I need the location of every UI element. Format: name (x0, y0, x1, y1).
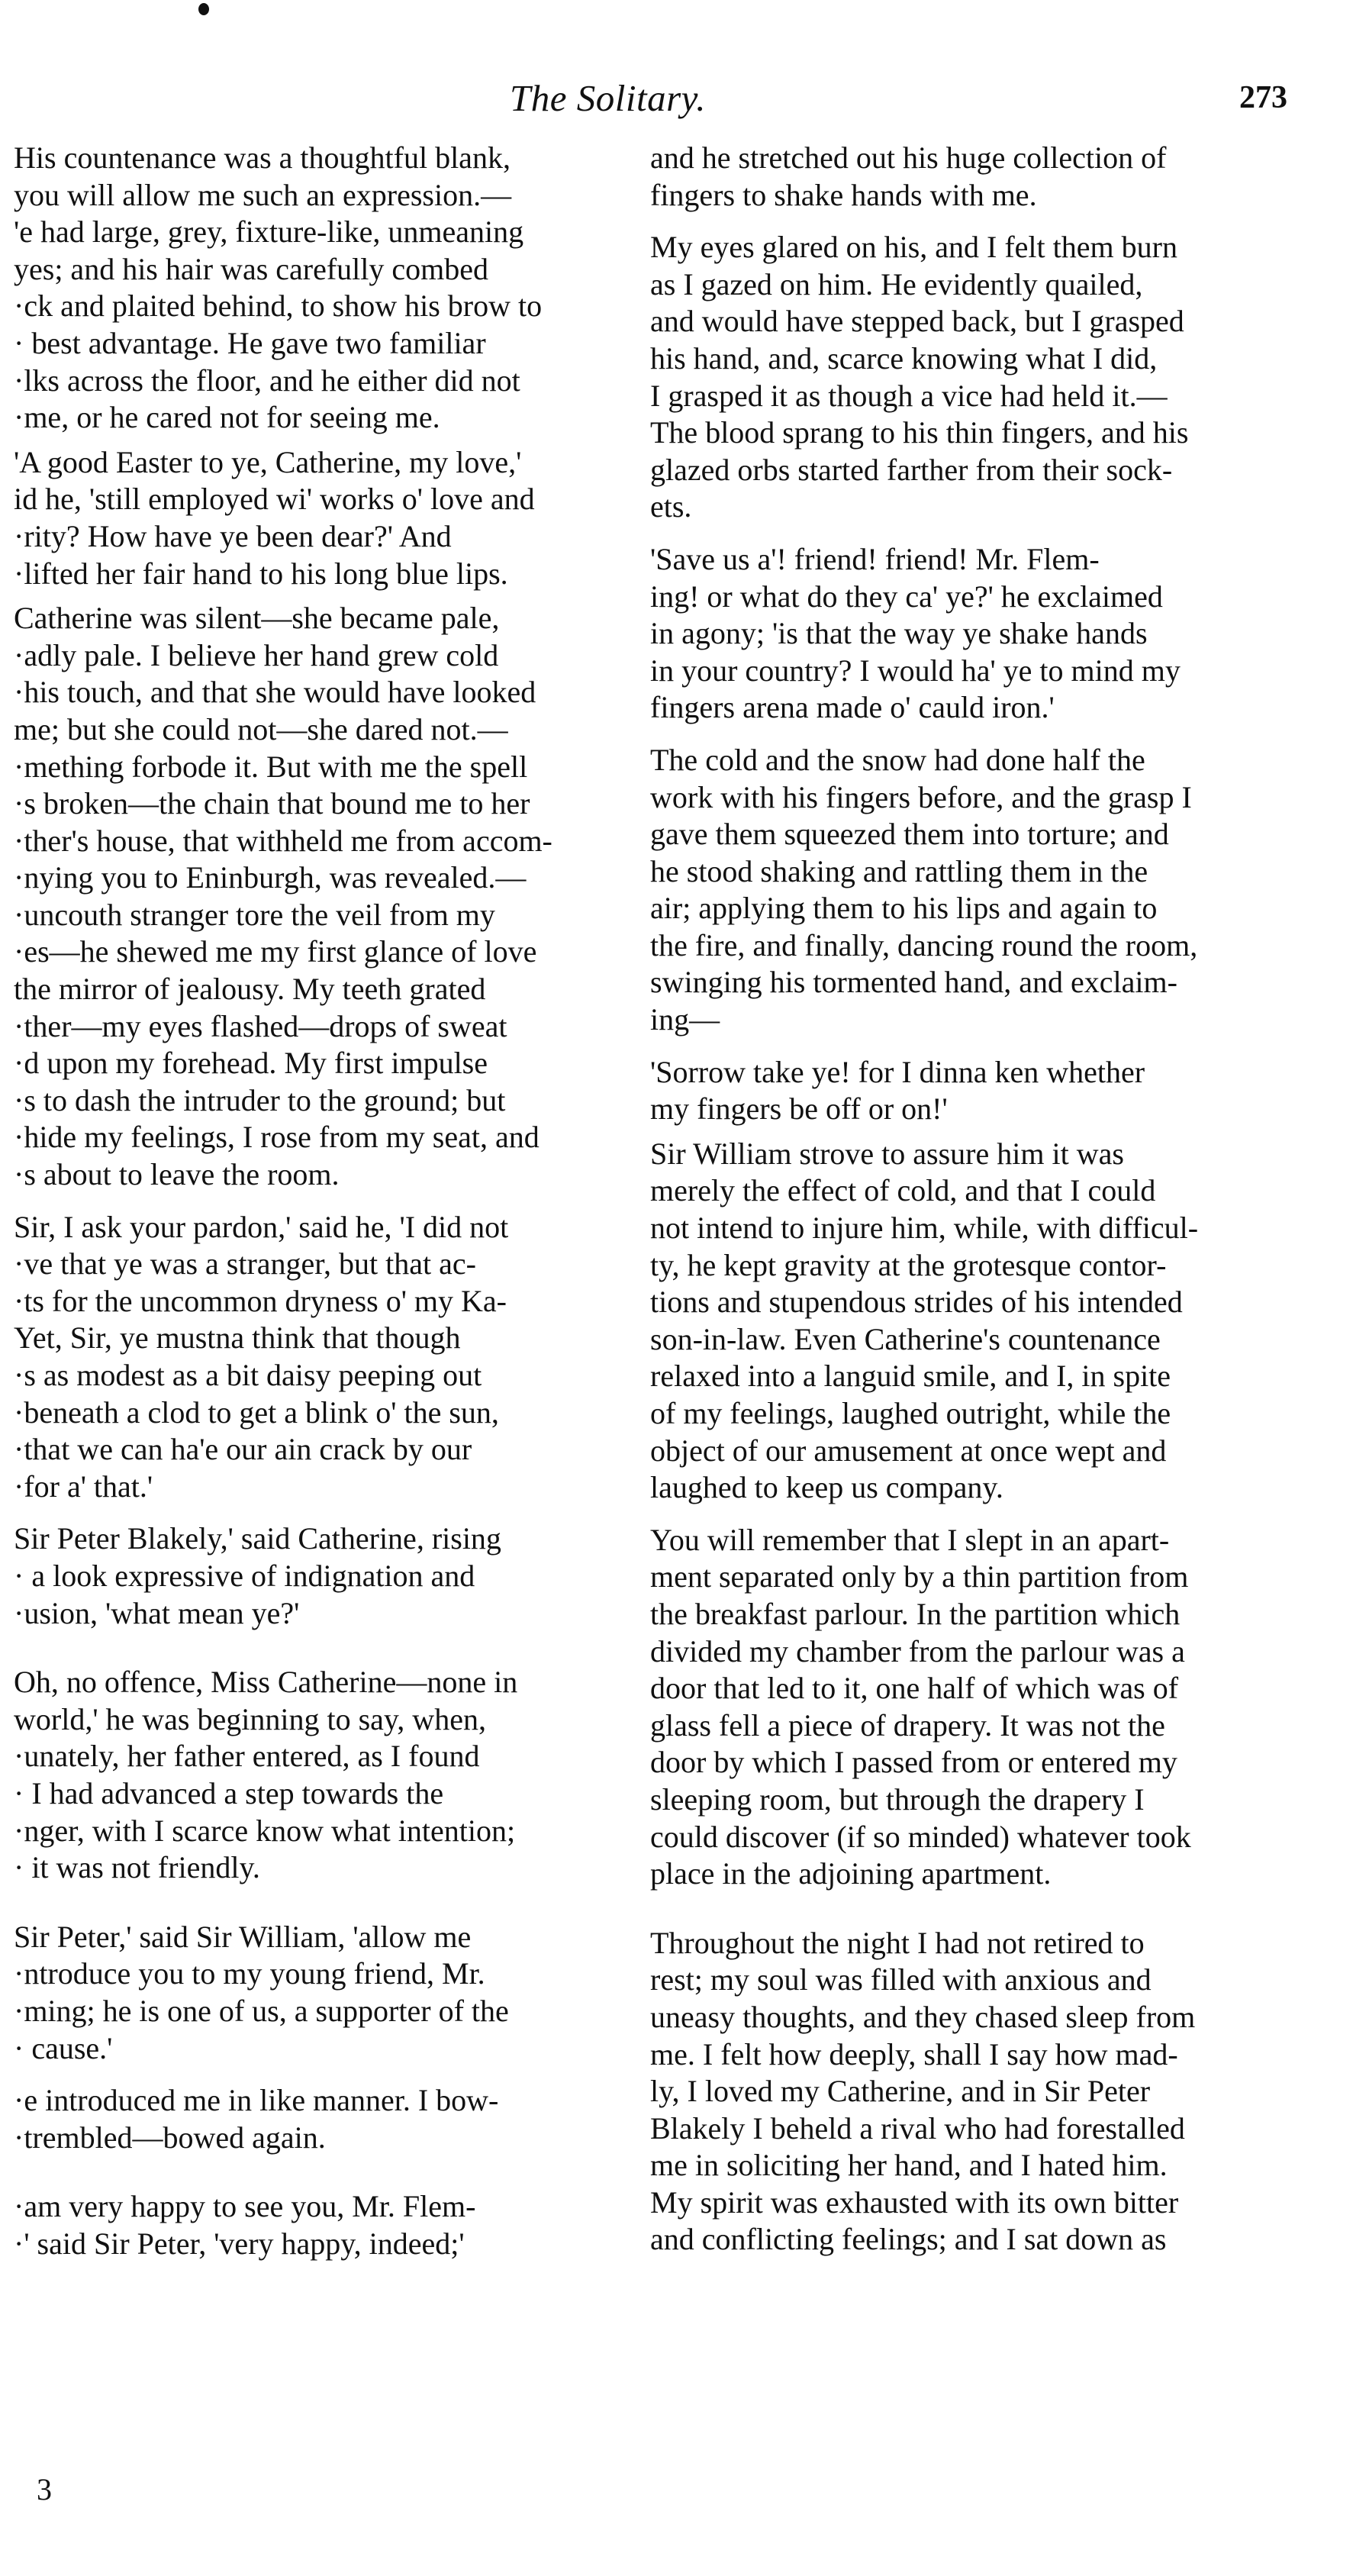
text-line: ·ntroduce you to my young friend, Mr. (14, 1956, 485, 1991)
text-line: and conflicting feelings; and I sat down as (650, 2222, 1167, 2257)
text-line: ty, he kept gravity at the grotesque contor- (650, 1247, 1167, 1282)
text-line: I grasped it as though a vice had held it.— (650, 378, 1168, 413)
paragraph-gap (650, 1893, 1316, 1925)
text-line: glazed orbs started farther from their sock- (650, 452, 1173, 487)
text-line: and would have stepped back, but I grasped (650, 304, 1184, 339)
text-line: world,' he was beginning to say, when, (14, 1701, 486, 1736)
text-line: door that led to it, one half of which was of (650, 1671, 1179, 1706)
text-line: · a look expressive of indignation and (14, 1558, 475, 1593)
paragraph-gap (14, 592, 641, 600)
text-line: ·ck and plaited behind, to show his brow to (14, 289, 543, 324)
paragraph-gap (14, 1632, 641, 1664)
text-line: relaxed into a languid smile, and I, in spite (650, 1359, 1171, 1394)
text-line: me; but she could not—she dared not.— (14, 711, 508, 746)
paragraph-gap (14, 2067, 641, 2082)
paragraph (14, 1209, 641, 1506)
text-line: The blood sprang to his thin fingers, and his (650, 415, 1189, 450)
text-line: ·nger, with I scarce know what intention; (14, 1813, 516, 1848)
text-line: the mirror of jealousy. My teeth grated (14, 972, 486, 1007)
paragraph (14, 2082, 641, 2156)
text-line: ing— (650, 1002, 720, 1037)
text-line: uneasy thoughts, and they chased sleep from (650, 1999, 1196, 2034)
paragraph-gap (14, 2156, 641, 2188)
text-line: ·ts for the uncommon dryness o' my Ka- (14, 1283, 507, 1318)
paragraph (14, 2188, 641, 2262)
paragraph (650, 742, 1316, 1039)
text-line: fingers arena made o' cauld iron.' (650, 690, 1055, 725)
text-line: fingers to shake hands with me. (650, 177, 1037, 212)
text-line: ·ther—my eyes flashed—drops of sweat (14, 1008, 507, 1043)
signature-mark: 3 (37, 2472, 52, 2507)
text-line: ·s broken—the chain that bound me to her (14, 786, 530, 821)
text-line: me. I felt how deeply, shall I say how mad- (650, 2036, 1178, 2071)
ink-speck (198, 3, 209, 15)
text-line: ·es—he shewed me my first glance of love (14, 934, 537, 969)
text-line: ly, I loved my Catherine, and in Sir Peter (650, 2074, 1151, 2109)
text-line: · best advantage. He gave two familiar (14, 325, 486, 360)
text-line: 'e had large, grey, fixture-like, unmeaning (14, 214, 524, 250)
text-line: place in the adjoining apartment. (650, 1856, 1052, 1891)
text-line: object of our amusement at once wept and (650, 1433, 1167, 1468)
text-line: his hand, and, scarce knowing what I did, (650, 340, 1158, 376)
text-line: 'A good Easter to ye, Catherine, my love,' (14, 444, 522, 479)
text-line: · cause.' (14, 2030, 113, 2065)
text-line: Yet, Sir, ye mustna think that though (14, 1320, 461, 1356)
paragraph (650, 1054, 1316, 1128)
text-line: ing! or what do they ca' ye?' he exclaimed (650, 579, 1163, 614)
text-line: ·adly pale. I believe her hand grew cold (14, 637, 499, 672)
paragraph (650, 1522, 1316, 1893)
paragraph (650, 541, 1316, 727)
text-line: ·rity? How have ye been dear?' And (14, 518, 452, 553)
text-line: my fingers be off or on!' (650, 1091, 948, 1127)
paragraph (14, 1919, 641, 2067)
paragraph (650, 229, 1316, 526)
text-line: ·lks across the floor, and he either did not (14, 363, 520, 398)
text-line: Blakely I beheld a rival who had forestalled (650, 2110, 1185, 2146)
text-line: and he stretched out his huge collection of (650, 140, 1167, 175)
text-line: you will allow me such an expression.— (14, 177, 512, 212)
text-line: could discover (if so minded) whatever took (650, 1819, 1191, 1854)
text-line: as I gazed on him. He evidently quailed, (650, 266, 1143, 301)
text-line: Sir William strove to assure him it was (650, 1136, 1124, 1171)
text-line: The cold and the snow had done half the (650, 742, 1145, 777)
paragraph-gap (14, 1194, 641, 1209)
text-line: ·mething forbode it. But with me the spell (14, 749, 528, 784)
text-line: ets. (650, 489, 692, 524)
text-line: son-in-law. Even Catherine's countenance (650, 1321, 1161, 1356)
text-line: not intend to injure him, while, with difficul- (650, 1211, 1199, 1246)
right-column (650, 140, 1316, 2258)
paragraph (14, 444, 641, 592)
text-line: ·e introduced me in like manner. I bow- (14, 2083, 499, 2118)
text-line: · I had advanced a step towards the (14, 1775, 444, 1810)
text-line: Sir Peter Blakely,' said Catherine, rising (14, 1521, 501, 1556)
text-line: ·d upon my forehead. My first impulse (14, 1046, 488, 1081)
text-line: of my feelings, laughed outright, while the (650, 1396, 1171, 1430)
text-line: My eyes glared on his, and I felt them burn (650, 230, 1177, 265)
paragraph (14, 1664, 641, 1887)
text-line: he stood shaking and rattling them in the (650, 853, 1148, 888)
running-title: The Solitary. (510, 77, 706, 119)
text-line: door by which I passed from or entered my (650, 1745, 1177, 1780)
text-line: ·nying you to Eninburgh, was revealed.— (14, 860, 527, 895)
text-line: My spirit was exhausted with its own bitter (650, 2184, 1179, 2220)
text-line: Catherine was silent—she became pale, (14, 601, 500, 636)
text-line: ·s to dash the intruder to the ground; but (14, 1082, 506, 1117)
text-line: You will remember that I slept in an apart- (650, 1522, 1170, 1557)
text-line: ·am very happy to see you, Mr. Flem- (14, 2189, 476, 2224)
running-head (0, 76, 1369, 137)
paragraph (14, 1520, 641, 1632)
text-line: Throughout the night I had not retired to (650, 1925, 1145, 1960)
paragraph (650, 1925, 1316, 2258)
text-line: me in soliciting her hand, and I hated him. (650, 2148, 1168, 2183)
paragraph-gap (14, 437, 641, 444)
paragraph-gap (650, 727, 1316, 742)
text-line: yes; and his hair was carefully combed (14, 251, 489, 286)
paragraph-gap (650, 526, 1316, 541)
text-line: ·lifted her fair hand to his long blue lips. (14, 556, 508, 591)
text-line: in agony; 'is that the way ye shake hands (650, 616, 1148, 651)
text-line: ·uncouth stranger tore the veil from my (14, 897, 495, 932)
text-line: ·beneath a clod to get a blink o' the sun, (14, 1394, 499, 1430)
paragraph-gap (650, 214, 1316, 229)
text-line: swinging his tormented hand, and exclaim- (650, 965, 1177, 1000)
text-line: id he, 'still employed wi' works o' love and (14, 482, 535, 517)
text-line: Sir Peter,' said Sir William, 'allow me (14, 1919, 472, 1954)
text-line: ·hide my feelings, I rose from my seat, and (14, 1120, 540, 1155)
page-number: 273 (1239, 80, 1287, 115)
text-line: 'Save us a'! friend! friend! Mr. Flem- (650, 541, 1100, 576)
text-line: Sir, I ask your pardon,' said he, 'I did not (14, 1209, 509, 1244)
paragraph-gap (14, 1887, 641, 1919)
text-line: in your country? I would ha' ye to mind my (650, 653, 1181, 688)
text-line: glass fell a piece of drapery. It was not the (650, 1707, 1165, 1743)
text-line: ·ming; he is one of us, a supporter of the (14, 1993, 509, 2028)
text-line: gave them squeezed them into torture; and (650, 817, 1169, 852)
text-line: divided my chamber from the parlour was a (650, 1633, 1185, 1668)
text-line: ment separated only by a thin partition from (650, 1559, 1189, 1594)
text-line: 'Sorrow take ye! for I dinna ken whether (650, 1054, 1145, 1089)
text-line: Oh, no offence, Miss Catherine—none in (14, 1665, 518, 1700)
text-line: the fire, and finally, dancing round the room, (650, 927, 1198, 962)
text-line: the breakfast parlour. In the partition which (650, 1596, 1181, 1631)
text-line: ·his touch, and that she would have looked (14, 675, 536, 710)
paragraph-gap (650, 1039, 1316, 1054)
text-line: His countenance was a thoughtful blank, (14, 140, 511, 175)
text-line: laughed to keep us company. (650, 1470, 1003, 1505)
text-line: merely the effect of cold, and that I could (650, 1173, 1156, 1208)
text-line: ·that we can ha'e our ain crack by our (14, 1432, 472, 1467)
text-line: air; applying them to his lips and again to (650, 891, 1158, 926)
paragraph (650, 1136, 1316, 1507)
text-line: ·usion, 'what mean ye?' (14, 1595, 300, 1630)
text-line: ·s as modest as a bit daisy peeping out (14, 1358, 482, 1392)
text-line: ·unately, her father entered, as I found (14, 1739, 480, 1774)
text-line: ·ve that ye was a stranger, but that ac- (14, 1246, 476, 1282)
paragraph-gap (650, 1507, 1316, 1522)
paragraph (650, 140, 1316, 214)
text-line: sleeping room, but through the drapery I (650, 1781, 1145, 1817)
text-line: ·s about to leave the room. (14, 1157, 340, 1192)
text-line: work with his fingers before, and the grasp I (650, 779, 1192, 814)
text-line: rest; my soul was filled with anxious and (650, 1962, 1152, 1997)
text-line: · it was not friendly. (14, 1850, 260, 1885)
paragraph (14, 600, 641, 1194)
text-line: ·trembled—bowed again. (14, 2120, 326, 2155)
text-line: ·ther's house, that withheld me from accom- (14, 823, 552, 858)
text-line: ·for a' that.' (14, 1469, 153, 1504)
text-line: tions and stupendous strides of his intended (650, 1285, 1183, 1320)
paragraph-gap (650, 1128, 1316, 1136)
text-line: ·me, or he cared not for seeing me. (14, 400, 440, 435)
paragraph-gap (14, 1505, 641, 1520)
left-column (14, 140, 641, 2262)
text-line: ·' said Sir Peter, 'very happy, indeed;' (14, 2226, 465, 2261)
paragraph (14, 140, 641, 437)
